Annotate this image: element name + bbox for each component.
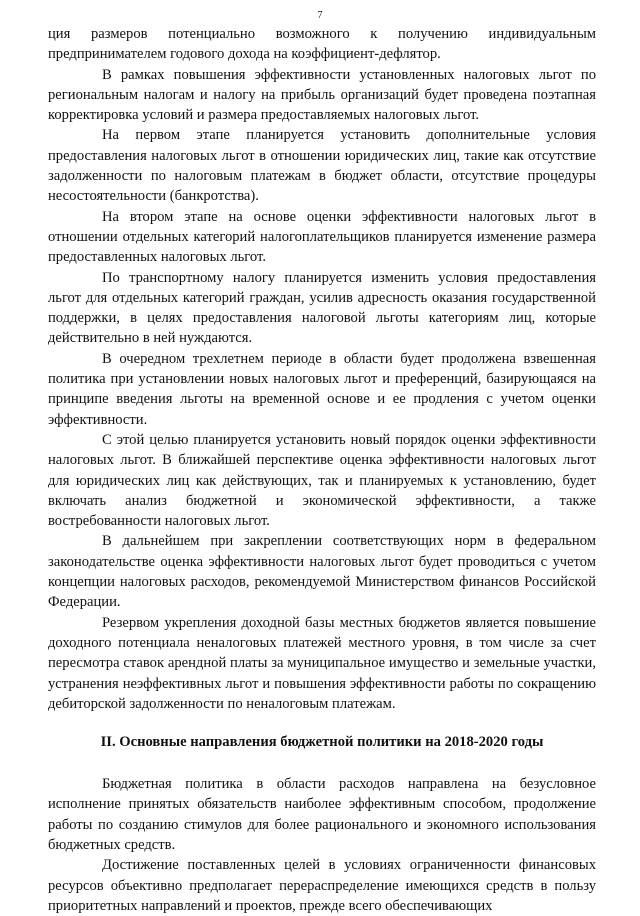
- paragraph: На первом этапе планируется установить дополнительные условия предоставления налоговых льгот в отношении юридических лиц, такие как отсутствие задолженности по налоговым платежам в бюджет области, отсутствие процедуры несостоятельности (банкротства).: [48, 127, 596, 205]
- paragraph: Достижение поставленных целей в условиях ограниченности финансовых ресурсов объективно предполагает перераспределение имеющихся средств в пользу приоритетных направлений и проектов, прежде всего обеспечивающих: [48, 857, 596, 914]
- paragraph: Бюджетная политика в области расходов направлена на безусловное исполнение принятых обязательств наиболее эффективным способом, продолжение работы по созданию стимулов для более рационального и экономного использования бюджетных средств.: [48, 776, 596, 853]
- paragraph: В рамках повышения эффективности установленных налоговых льгот по региональным налогам и налогу на прибыль организаций будет проведена поэтапная корректировка условий и размера предоставляемых налоговых льгот.: [48, 66, 596, 124]
- section-heading: II. Основные направления бюджетной политики на 2018-2020 годы: [100, 734, 544, 751]
- paragraph: По транспортному налогу планируется изменить условия предоставления льгот для отдельных категорий граждан, усилив адресность оказания государственной поддержки, в целях предоставления налоговой льготы категориям лиц, которые действительно в ней нуждаются.: [48, 269, 596, 347]
- document-body: [48, 24, 596, 916]
- paragraph: С этой целью планируется установить новый порядок оценки эффективности налоговых льгот. В ближайшей перспективе оценка эффективности налоговых льгот для юридических лиц как действующих, так и планируемых к установлению, будет включать анализ бюджетной и экономической эффективности, а также востребованности налоговых льгот.: [48, 431, 596, 530]
- paragraph-continuation: ция размеров потенциально возможного к получению индивидуальным предпринимателем годового дохода на коэффициент-дефлятор.: [48, 26, 596, 63]
- paragraph: Резервом укрепления доходной базы местных бюджетов является повышение доходного потенциала неналоговых платежей местного уровня, в том числе за счет пересмотра ставок арендной платы за муниципальное имущество и земельные участки, устранения неэффективных льгот и повышения эффективности работы по сокращению дебиторской задолженности по неналоговым платежам.: [48, 614, 596, 712]
- paragraph: В очередном трехлетнем периоде в области будет продолжена взвешенная политика при установлении новых налоговых льгот и преференций, базирующаяся на принципе введения льготы на временной основе и ее продления с учетом оценки эффективности.: [48, 350, 596, 428]
- paragraph: В дальнейшем при закреплении соответствующих норм в федеральном законодательстве оценка эффективности налоговых льгот будет проводиться с учетом концепции налоговых расходов, рекомендуемой Министерством финансов Российской Федерации.: [48, 533, 596, 611]
- paragraph: На втором этапе на основе оценки эффективности налоговых льгот в отношении отдельных категорий налогоплательщиков планируется изменение размера предоставленных налоговых льгот.: [48, 208, 596, 266]
- page-number: 7: [317, 10, 323, 21]
